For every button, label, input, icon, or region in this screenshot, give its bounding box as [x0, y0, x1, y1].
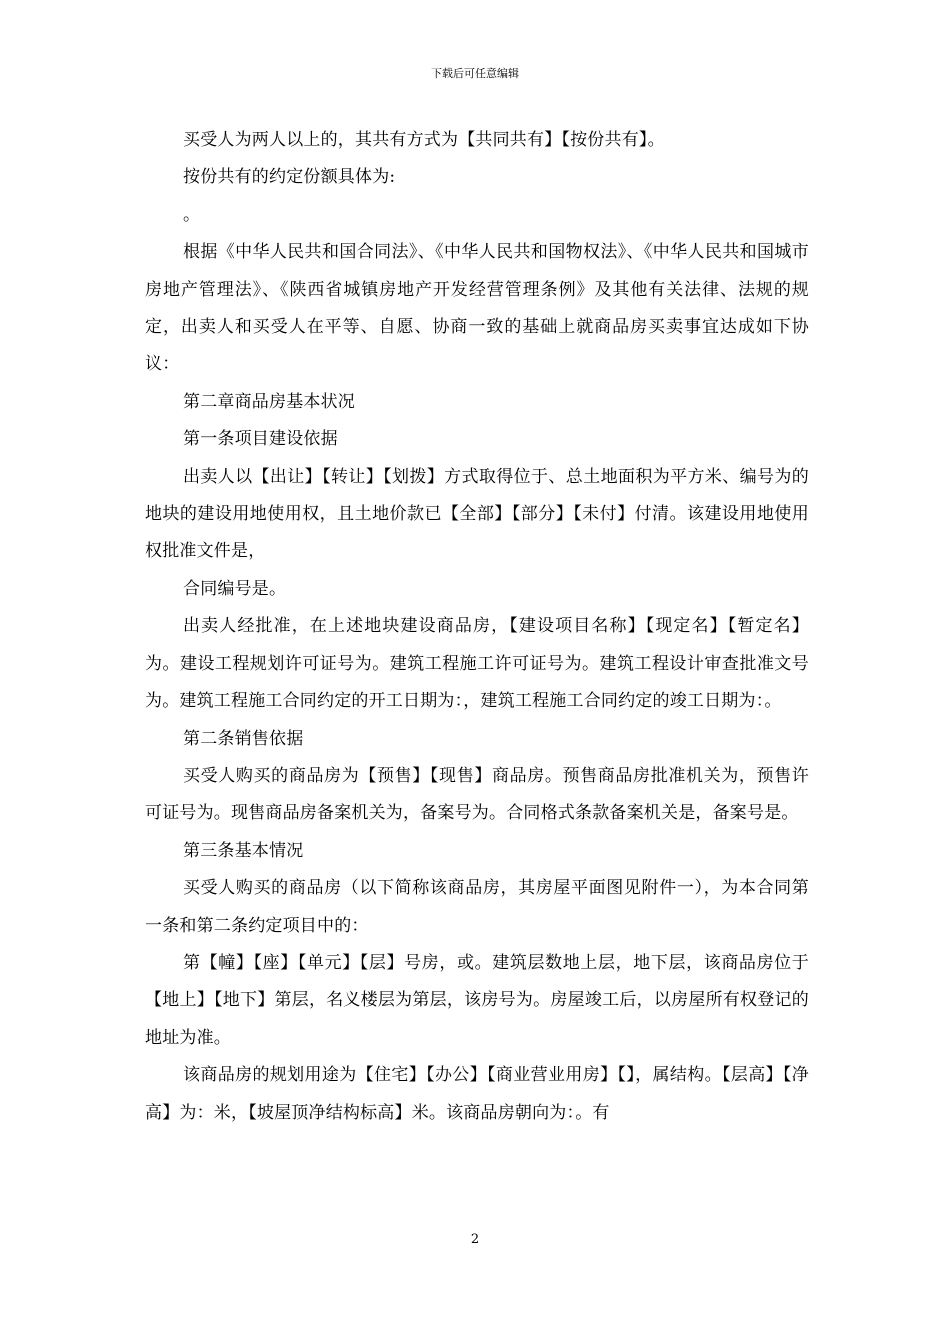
document-body [145, 122, 809, 1132]
page-number: 2 [470, 1232, 480, 1247]
paragraph-legal-basis: 根据《中华人民共和国合同法》、《中华人民共和国物权法》、《中华人民共和国城市房地产管理法》、《陕西省城镇房地产开发经营管理条例》及其他有关法律、法规的规定，出卖人和买受人在平等、自愿、协商一致的基础上就商品房买卖事宜达成如下协议： [145, 242, 809, 375]
paragraph-co-ownership-method: 买受人为两人以上的，其共有方式为【共同共有】【按份共有】。 [183, 130, 665, 150]
paragraph-share-blank: 。 [183, 204, 201, 225]
article-3-heading: 第三条基本情况 [183, 840, 304, 861]
article-2-heading: 第二条销售依据 [183, 728, 304, 749]
paragraph-land-use-right: 出卖人以【出让】【转让】【划拨】方式取得位于、总土地面积为平方米、编号为的地块的建设用地使用权，且土地价款已【全部】【部分】【未付】付清。该建设用地使用权批准文件是， [145, 466, 809, 562]
paragraph-share-details: 按份共有的约定份额具体为: [183, 167, 396, 188]
paragraph-unit-location: 第【幢】【座】【单元】【层】号房，或。建筑层数地上层，地下层，该商品房位于【地上】【地下】第层，名义楼层为第层，该房号为。房屋竣工后，以房屋所有权登记的地址为准。 [145, 952, 809, 1048]
article-1-heading: 第一条项目建设依据 [183, 429, 338, 450]
chapter-heading: 第二章商品房基本状况 [183, 391, 355, 412]
paragraph-contract-number: 合同编号是。 [183, 578, 287, 599]
paragraph-sales-basis: 买受人购买的商品房为【预售】【现售】商品房。预售商品房批准机关为，预售许可证号为。现售商品房备案机关为，备案号为。合同格式条款备案机关是，备案号是。 [145, 765, 809, 824]
header-note: 下载后可任意编辑 [431, 67, 519, 80]
paragraph-planned-use: 该商品房的规划用途为【住宅】【办公】【商业营业用房】【】，属结构。【层高】【净高】为：米，【坡屋顶净结构标高】米。该商品房朝向为：。有 [145, 1065, 809, 1123]
paragraph-property-description: 买受人购买的商品房（以下简称该商品房，其房屋平面图见附件一），为本合同第一条和第二条约定项目中的： [145, 878, 809, 936]
paragraph-construction-permits: 出卖人经批准，在上述地块建设商品房，【建设项目名称】【现定名】【暂定名】为。建设工程规划许可证号为。建筑工程施工许可证号为。建筑工程设计审查批准文号为。建筑工程施工合同约定的开工日期为：，建筑工程施工合同约定的竣工日期为：。 [145, 616, 809, 712]
